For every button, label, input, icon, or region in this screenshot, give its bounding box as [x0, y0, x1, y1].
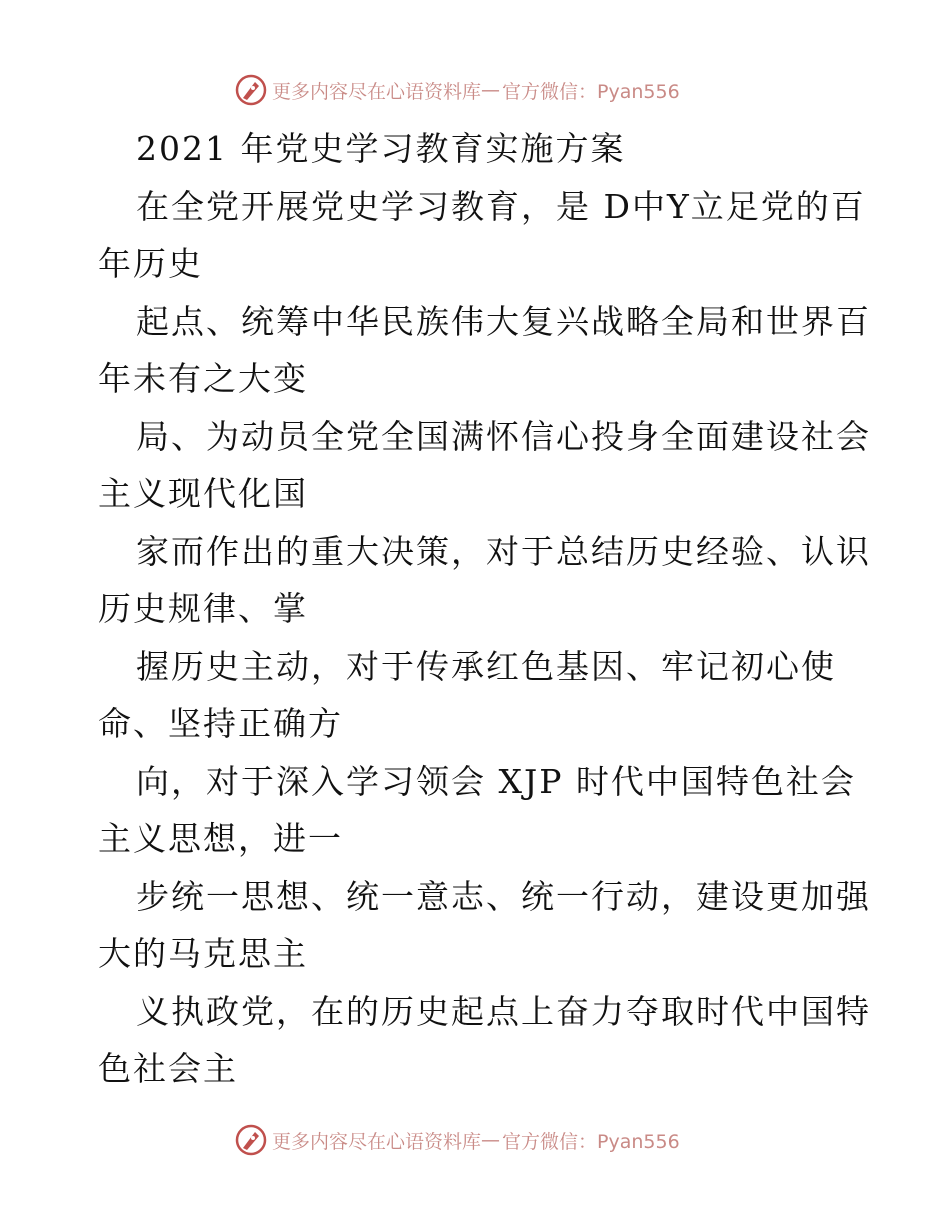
paragraph-line: 年未有之大变	[98, 359, 308, 398]
pen-nib-logo-icon	[234, 1123, 268, 1157]
footer-watermark	[234, 1122, 680, 1158]
watermark-separator: —	[481, 79, 501, 101]
paragraph-line: 命、坚持正确方	[98, 704, 343, 743]
paragraph-line: 主义思想，进一	[98, 819, 343, 858]
paragraph-line: 握历史主动，对于传承红色基因、牢记初心使	[136, 646, 836, 686]
watermark-contact-text: 官方微信：Pyan556	[502, 80, 680, 103]
paragraph-line: 局、为动员全党全国满怀信心投身全面建设社会	[136, 416, 871, 456]
document-body	[98, 120, 871, 1098]
header-watermark	[234, 72, 680, 108]
paragraph-line: 家而作出的重大决策，对于总结历史经验、认识	[136, 531, 871, 571]
paragraph-line: 起点、统筹中华民族伟大复兴战略全局和世界百	[136, 301, 871, 341]
watermark-contact-text: 官方微信：Pyan556	[502, 1130, 680, 1153]
paragraph-line: 大的马克思主	[98, 934, 308, 973]
paragraph-line: 步统一思想、统一意志、统一行动，建设更加强	[136, 876, 871, 916]
paragraph-line: 义执政党，在的历史起点上奋力夺取时代中国特	[136, 991, 871, 1031]
paragraph-line: 年历史	[98, 244, 203, 283]
watermark-separator: —	[481, 1129, 501, 1151]
document-title: 2021 年党史学习教育实施方案	[136, 129, 626, 168]
paragraph-line: 色社会主	[98, 1049, 238, 1088]
paragraph-line: 历史规律、掌	[98, 589, 308, 628]
watermark-site-text: 更多内容尽在心语资料库	[272, 1130, 482, 1153]
pen-nib-logo-icon	[234, 73, 268, 107]
paragraph-line: 主义现代化国	[98, 474, 308, 513]
paragraph-line: 在全党开展党史学习教育，是 D中Y立足党的百	[136, 186, 866, 226]
watermark-site-text: 更多内容尽在心语资料库	[272, 80, 482, 103]
paragraph-line: 向，对于深入学习领会 XJP 时代中国特色社会	[136, 761, 856, 801]
